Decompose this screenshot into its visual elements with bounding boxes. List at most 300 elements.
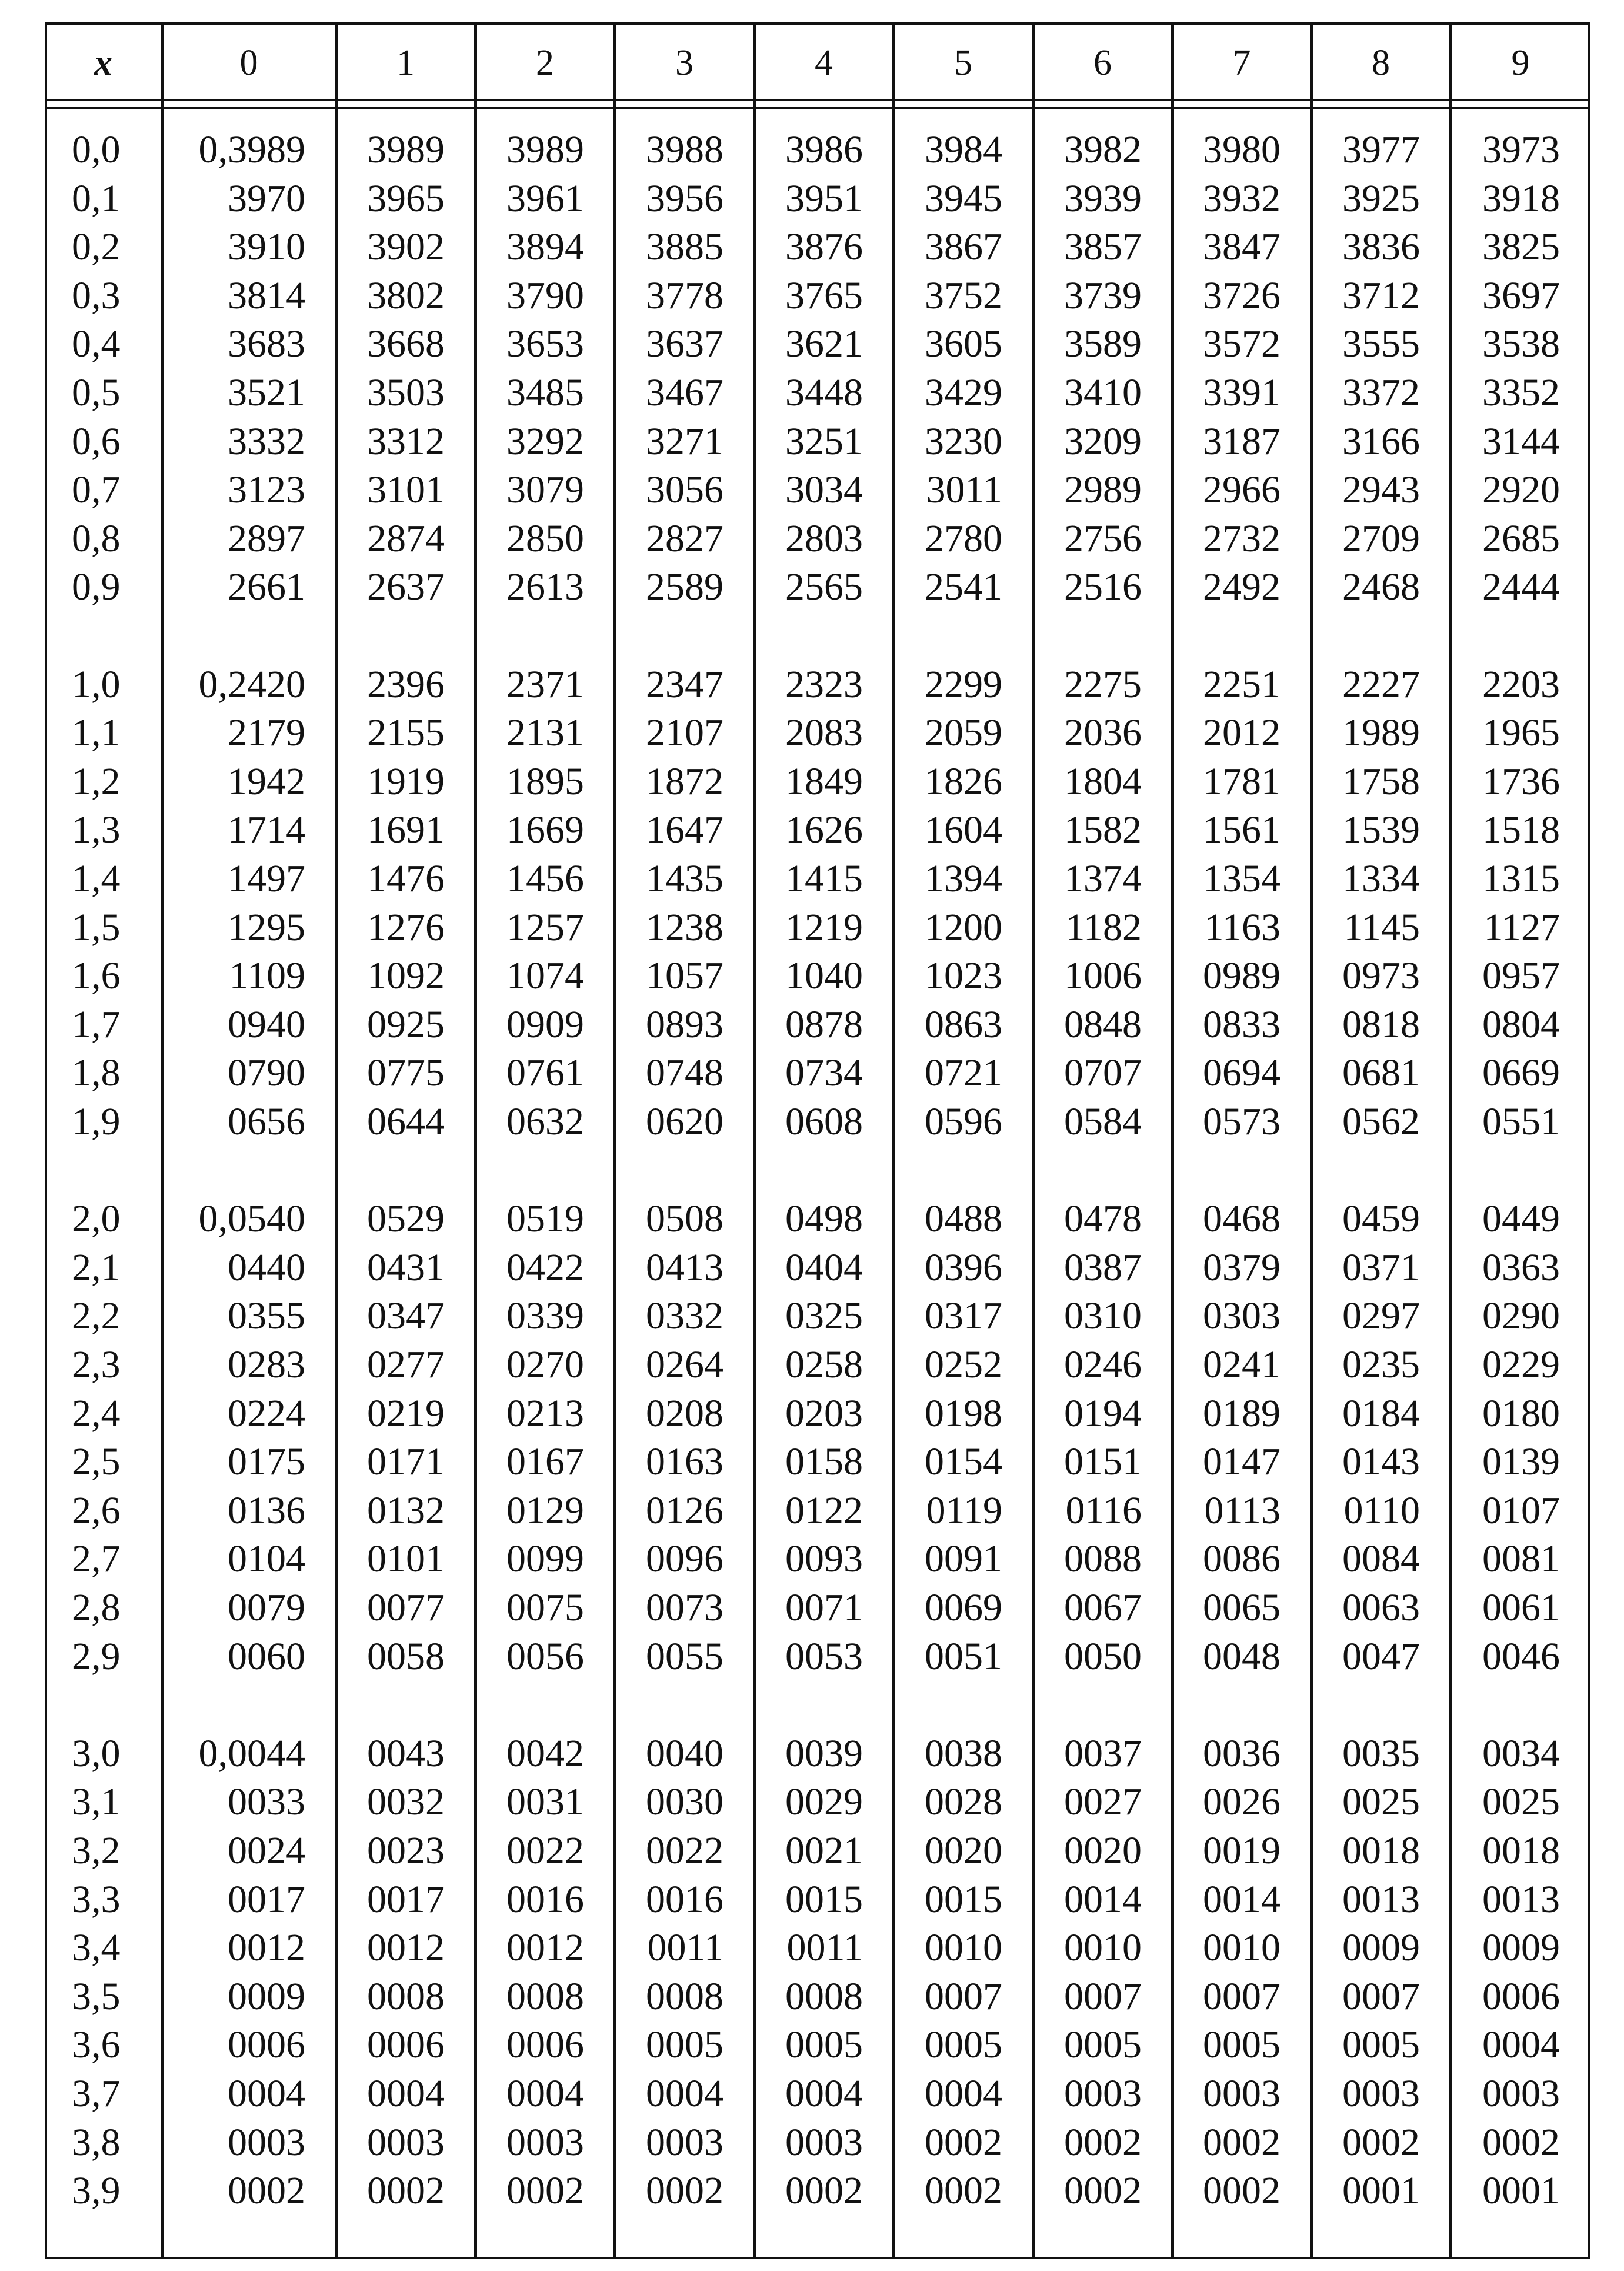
- density-value: 0063: [1342, 1586, 1420, 1629]
- density-value: 0025: [1482, 1780, 1560, 1824]
- density-value: 3697: [1482, 274, 1560, 317]
- density-value: 1989: [1342, 711, 1420, 755]
- density-value: 0379: [1203, 1246, 1280, 1289]
- density-value: 1023: [925, 954, 1002, 998]
- density-value: 0158: [785, 1440, 863, 1484]
- row-x-value: 3,4: [72, 1926, 121, 1970]
- row-x-value: 3,1: [72, 1780, 121, 1824]
- density-value: 0025: [1342, 1780, 1420, 1824]
- density-value: 3902: [367, 225, 445, 269]
- density-value: 0387: [1064, 1246, 1142, 1289]
- density-value: 0071: [785, 1586, 863, 1629]
- density-value: 0126: [646, 1489, 723, 1532]
- density-value: 0508: [646, 1197, 723, 1241]
- density-value: 2036: [1064, 711, 1142, 755]
- density-value: 0973: [1342, 954, 1420, 998]
- density-value: 2637: [367, 565, 445, 609]
- density-value: 0132: [367, 1489, 445, 1532]
- density-value: 0002: [925, 2169, 1002, 2213]
- density-value: 2444: [1482, 565, 1560, 609]
- density-value: 1736: [1482, 760, 1560, 803]
- density-value: 3752: [925, 274, 1002, 317]
- density-value: 0355: [228, 1294, 305, 1338]
- density-value: 0086: [1203, 1537, 1280, 1581]
- density-value: 3778: [646, 274, 723, 317]
- table-row: [0, 2021, 1624, 2069]
- density-value: 0075: [506, 1586, 584, 1629]
- density-value: 0002: [925, 2120, 1002, 2164]
- density-value: 0023: [367, 1829, 445, 1872]
- density-value: 3857: [1064, 225, 1142, 269]
- density-value: 0012: [228, 1926, 305, 1970]
- row-x-value: 1,8: [72, 1051, 121, 1095]
- density-value: 2516: [1064, 565, 1142, 609]
- density-value: 3977: [1342, 128, 1420, 171]
- density-value: 0863: [925, 1003, 1002, 1046]
- density-value: 0004: [925, 2072, 1002, 2115]
- density-value: 2299: [925, 662, 1002, 706]
- density-value: 1276: [367, 905, 445, 949]
- density-value: 0213: [506, 1391, 584, 1435]
- density-value: 0011: [647, 1926, 723, 1970]
- density-value: 1561: [1203, 808, 1280, 852]
- density-value: 0029: [785, 1780, 863, 1824]
- density-value: 0004: [646, 2072, 723, 2115]
- density-value: 3932: [1203, 177, 1280, 220]
- row-x-value: 2,2: [72, 1294, 121, 1338]
- density-value: 0014: [1064, 1877, 1142, 1921]
- density-value: 0017: [228, 1877, 305, 1921]
- table-row: [0, 515, 1624, 563]
- density-value: 3572: [1203, 322, 1280, 366]
- header-divider-bottom: [45, 107, 1590, 109]
- density-value: 0488: [925, 1197, 1002, 1241]
- density-value: 0371: [1342, 1246, 1420, 1289]
- table-row: [0, 2167, 1624, 2215]
- density-value: 0002: [506, 2169, 584, 2213]
- density-value: 0038: [925, 1731, 1002, 1775]
- density-value: 3986: [785, 128, 863, 171]
- density-value: 3271: [646, 419, 723, 463]
- table-row: [0, 320, 1624, 368]
- density-value: 0015: [925, 1877, 1002, 1921]
- density-value: 0013: [1342, 1877, 1420, 1921]
- density-value: 0167: [506, 1440, 584, 1484]
- density-value: 3988: [646, 128, 723, 171]
- density-value: 0122: [785, 1489, 863, 1532]
- density-value: 1257: [506, 905, 584, 949]
- density-value: 0139: [1482, 1440, 1560, 1484]
- header-cell-x: x: [94, 43, 112, 83]
- density-value: 3970: [228, 177, 305, 220]
- density-value: 3984: [925, 128, 1002, 171]
- density-value: 0005: [785, 2023, 863, 2067]
- row-x-value: 1,5: [72, 905, 121, 949]
- row-x-value: 1,9: [72, 1100, 121, 1143]
- density-value: 3910: [228, 225, 305, 269]
- row-x-value: 0,1: [72, 177, 121, 220]
- density-value: 0024: [228, 1829, 305, 1872]
- row-x-value: 0,4: [72, 322, 121, 366]
- density-value: 0011: [786, 1926, 863, 1970]
- density-value: 3144: [1482, 419, 1560, 463]
- density-value: 0028: [925, 1780, 1002, 1824]
- density-value: 0022: [506, 1829, 584, 1872]
- density-value: 3814: [228, 274, 305, 317]
- density-value: 3668: [367, 322, 445, 366]
- density-value: 3961: [506, 177, 584, 220]
- density-value: 0005: [1064, 2023, 1142, 2067]
- density-value: 3621: [785, 322, 863, 366]
- density-value: 0009: [228, 1974, 305, 2018]
- row-x-value: 1,2: [72, 760, 121, 803]
- density-value: 3885: [646, 225, 723, 269]
- density-value: 3965: [367, 177, 445, 220]
- density-value: 0021: [785, 1829, 863, 1872]
- density-value: 0363: [1482, 1246, 1560, 1289]
- density-value: 1626: [785, 808, 863, 852]
- density-value: 0019: [1203, 1829, 1280, 1872]
- row-x-value: 3,8: [72, 2120, 121, 2164]
- density-value: 0008: [646, 1974, 723, 2018]
- density-value: 0775: [367, 1051, 445, 1095]
- table-row: [0, 223, 1624, 271]
- density-value: 3467: [646, 371, 723, 414]
- density-value: 1965: [1482, 711, 1560, 755]
- row-x-value: 0,0: [72, 128, 121, 171]
- density-value: 3503: [367, 371, 445, 414]
- density-value: 0005: [925, 2023, 1002, 2067]
- density-value: 0093: [785, 1537, 863, 1581]
- table-row: [0, 1778, 1624, 1826]
- density-value: 0096: [646, 1537, 723, 1581]
- density-value: 0005: [1342, 2023, 1420, 2067]
- density-value: 3790: [506, 274, 584, 317]
- density-value: 0003: [1064, 2072, 1142, 2115]
- density-value: 0020: [1064, 1829, 1142, 1872]
- row-x-value: 3,0: [72, 1731, 121, 1775]
- table-row: [0, 369, 1624, 417]
- density-value: 0203: [785, 1391, 863, 1435]
- row-x-value: 0,6: [72, 419, 121, 463]
- density-value: 0016: [506, 1877, 584, 1921]
- density-value: 0002: [1342, 2120, 1420, 2164]
- row-x-value: 1,1: [72, 711, 121, 755]
- density-value: 0584: [1064, 1100, 1142, 1143]
- density-value: 1539: [1342, 808, 1420, 852]
- density-value: 0175: [228, 1440, 305, 1484]
- density-value: 3939: [1064, 177, 1142, 220]
- density-value: 0339: [506, 1294, 584, 1338]
- density-value: 0413: [646, 1246, 723, 1289]
- density-value: 3448: [785, 371, 863, 414]
- density-value: 0002: [367, 2169, 445, 2213]
- row-x-value: 2,3: [72, 1343, 121, 1386]
- density-value: 0033: [228, 1780, 305, 1824]
- row-x-value: 0,2: [72, 225, 121, 269]
- density-value: 0940: [228, 1003, 305, 1046]
- density-value: 0003: [646, 2120, 723, 2164]
- density-value: 3372: [1342, 371, 1420, 414]
- density-value: 0325: [785, 1294, 863, 1338]
- table-row: [0, 2119, 1624, 2167]
- density-value: 0498: [785, 1197, 863, 1241]
- density-value: 0035: [1342, 1731, 1420, 1775]
- row-x-value: 1,6: [72, 954, 121, 998]
- table-row: [0, 1924, 1624, 1972]
- density-value: 3123: [228, 468, 305, 512]
- density-value: 2227: [1342, 662, 1420, 706]
- density-value: 3989: [506, 128, 584, 171]
- density-value: 0264: [646, 1343, 723, 1386]
- density-value: 0656: [228, 1100, 305, 1143]
- density-value: 3011: [926, 468, 1002, 512]
- density-value: 3429: [925, 371, 1002, 414]
- density-value: 3825: [1482, 225, 1560, 269]
- table-row: [0, 1633, 1624, 1681]
- density-value: 0707: [1064, 1051, 1142, 1095]
- density-value: 1354: [1203, 857, 1280, 900]
- density-value: 1040: [785, 954, 863, 998]
- table-row: [0, 126, 1624, 174]
- density-value: 0051: [925, 1634, 1002, 1678]
- density-value: 0009: [1342, 1926, 1420, 1970]
- density-value: 0004: [367, 2072, 445, 2115]
- density-value: 0042: [506, 1731, 584, 1775]
- density-value: 0761: [506, 1051, 584, 1095]
- density-value: 0790: [228, 1051, 305, 1095]
- density-value: 0002: [1203, 2169, 1280, 2213]
- density-value: 2347: [646, 662, 723, 706]
- density-value: 2589: [646, 565, 723, 609]
- density-value: 0008: [506, 1974, 584, 2018]
- density-value: 0632: [506, 1100, 584, 1143]
- density-value: 0003: [506, 2120, 584, 2164]
- density-value: 2565: [785, 565, 863, 609]
- header-cell-0: 0: [239, 43, 258, 83]
- density-value: 0332: [646, 1294, 723, 1338]
- density-value: 3555: [1342, 322, 1420, 366]
- density-value: 3973: [1482, 128, 1560, 171]
- density-value: 0,2420: [198, 662, 305, 706]
- density-value: 0003: [1342, 2072, 1420, 2115]
- density-value: 2989: [1064, 468, 1142, 512]
- density-value: 0012: [367, 1926, 445, 1970]
- density-value: 1374: [1064, 857, 1142, 900]
- density-value: 1669: [506, 808, 584, 852]
- header-cell-4: 4: [815, 43, 833, 83]
- density-value: 2756: [1064, 517, 1142, 560]
- density-value: 1219: [785, 905, 863, 949]
- density-value: 0091: [925, 1537, 1002, 1581]
- density-value: 0669: [1482, 1051, 1560, 1095]
- density-value: 0241: [1203, 1343, 1280, 1386]
- density-value: 0277: [367, 1343, 445, 1386]
- density-value: 0596: [925, 1100, 1002, 1143]
- table-row: [0, 855, 1624, 903]
- density-value: 3836: [1342, 225, 1420, 269]
- density-value: 3391: [1203, 371, 1280, 414]
- table-row: [0, 1876, 1624, 1924]
- table-header-row: [0, 31, 1624, 95]
- table-row: [0, 175, 1624, 223]
- density-value: 0018: [1482, 1829, 1560, 1872]
- density-value: 0016: [646, 1877, 723, 1921]
- table-row: [0, 806, 1624, 854]
- density-value: 0039: [785, 1731, 863, 1775]
- row-x-value: 2,8: [72, 1586, 121, 1629]
- density-value: 0006: [506, 2023, 584, 2067]
- density-value: 0005: [1203, 2023, 1280, 2067]
- density-value: 0012: [506, 1926, 584, 1970]
- density-value: 3945: [925, 177, 1002, 220]
- density-value: 0422: [506, 1246, 584, 1289]
- header-cell-5: 5: [954, 43, 972, 83]
- table-row: [0, 1292, 1624, 1340]
- row-x-value: 2,0: [72, 1197, 121, 1241]
- density-value: 0110: [1343, 1489, 1420, 1532]
- density-value: 3485: [506, 371, 584, 414]
- table-row: [0, 1535, 1624, 1583]
- density-value: 1518: [1482, 808, 1560, 852]
- density-value: 0022: [646, 1829, 723, 1872]
- table-row: [0, 418, 1624, 466]
- density-value: 1691: [367, 808, 445, 852]
- density-value: 2874: [367, 517, 445, 560]
- row-x-value: 3,5: [72, 1974, 121, 2018]
- density-value: 0047: [1342, 1634, 1420, 1678]
- density-value: 3867: [925, 225, 1002, 269]
- density-value: 3739: [1064, 274, 1142, 317]
- density-value: 0198: [925, 1391, 1002, 1435]
- density-value: 0004: [228, 2072, 305, 2115]
- density-value: 1758: [1342, 760, 1420, 803]
- density-value: 0833: [1203, 1003, 1280, 1046]
- density-value: 0252: [925, 1343, 1002, 1386]
- density-value: 0562: [1342, 1100, 1420, 1143]
- density-value: 0088: [1064, 1537, 1142, 1581]
- density-value: 0644: [367, 1100, 445, 1143]
- density-value: 1435: [646, 857, 723, 900]
- density-value: 3956: [646, 177, 723, 220]
- density-value: 3989: [367, 128, 445, 171]
- density-value: 0081: [1482, 1537, 1560, 1581]
- density-value: 1895: [506, 760, 584, 803]
- density-value: 0431: [367, 1246, 445, 1289]
- density-value: 0003: [785, 2120, 863, 2164]
- density-value: 2827: [646, 517, 723, 560]
- row-x-value: 2,6: [72, 1489, 121, 1532]
- density-value: 0694: [1203, 1051, 1280, 1095]
- density-value: 0003: [1203, 2072, 1280, 2115]
- density-value: 0069: [925, 1586, 1002, 1629]
- density-value: 1200: [925, 905, 1002, 949]
- density-value: 0061: [1482, 1586, 1560, 1629]
- density-value: 2107: [646, 711, 723, 755]
- table-row: [0, 1584, 1624, 1632]
- table-row: [0, 1827, 1624, 1875]
- density-value: 1456: [506, 857, 584, 900]
- density-value: 1092: [367, 954, 445, 998]
- density-value: 0229: [1482, 1343, 1560, 1386]
- header-divider-top: [45, 99, 1590, 101]
- density-value: 2492: [1203, 565, 1280, 609]
- header-cell-1: 1: [396, 43, 415, 83]
- table-row: [0, 2070, 1624, 2118]
- density-value: 0721: [925, 1051, 1002, 1095]
- density-value: 0551: [1482, 1100, 1560, 1143]
- table-row: [0, 1438, 1624, 1486]
- density-value: 3101: [367, 468, 445, 512]
- density-value: 2920: [1482, 468, 1560, 512]
- density-value: 3605: [925, 322, 1002, 366]
- density-value: 1497: [228, 857, 305, 900]
- density-value: 0297: [1342, 1294, 1420, 1338]
- density-value: 0620: [646, 1100, 723, 1143]
- density-value: 3876: [785, 225, 863, 269]
- density-value: 1849: [785, 760, 863, 803]
- density-value: 0129: [506, 1489, 584, 1532]
- table-row: [0, 1098, 1624, 1146]
- density-value: 0060: [228, 1634, 305, 1678]
- density-value: 0099: [506, 1537, 584, 1581]
- density-value: 1647: [646, 808, 723, 852]
- density-value: 3251: [785, 419, 863, 463]
- density-value: 1006: [1064, 954, 1142, 998]
- density-value: 3653: [506, 322, 584, 366]
- density-value: 0848: [1064, 1003, 1142, 1046]
- density-value: 1295: [228, 905, 305, 949]
- density-value: 0208: [646, 1391, 723, 1435]
- density-value: 0107: [1482, 1489, 1560, 1532]
- density-value: 0113: [1204, 1489, 1280, 1532]
- density-value: 1476: [367, 857, 445, 900]
- density-value: 0440: [228, 1246, 305, 1289]
- density-value: 0008: [785, 1974, 863, 2018]
- density-value: 2661: [228, 565, 305, 609]
- density-value: 0046: [1482, 1634, 1560, 1678]
- density-value: 1057: [646, 954, 723, 998]
- density-value: 0909: [506, 1003, 584, 1046]
- density-value: 0004: [506, 2072, 584, 2115]
- density-value: 3230: [925, 419, 1002, 463]
- density-value: 0002: [1064, 2120, 1142, 2164]
- density-value: 0154: [925, 1440, 1002, 1484]
- density-value: 0010: [1203, 1926, 1280, 1970]
- density-value: 2155: [367, 711, 445, 755]
- density-value: 0404: [785, 1246, 863, 1289]
- density-value: 0007: [1342, 1974, 1420, 2018]
- density-value: 0180: [1482, 1391, 1560, 1435]
- density-value: 2803: [785, 517, 863, 560]
- density-value: 0459: [1342, 1197, 1420, 1241]
- density-value: 0194: [1064, 1391, 1142, 1435]
- table-row: [0, 272, 1624, 320]
- density-value: 2275: [1064, 662, 1142, 706]
- density-value: 0026: [1203, 1780, 1280, 1824]
- density-value: 0065: [1203, 1586, 1280, 1629]
- density-value: 0073: [646, 1586, 723, 1629]
- density-value: 0031: [506, 1780, 584, 1824]
- table-row: [0, 1001, 1624, 1049]
- density-value: 2780: [925, 517, 1002, 560]
- density-value: 0136: [228, 1489, 305, 1532]
- density-value: 2203: [1482, 662, 1560, 706]
- table-row: [0, 709, 1624, 757]
- density-value: 0957: [1482, 954, 1560, 998]
- row-x-value: 3,6: [72, 2023, 121, 2067]
- density-value: 3726: [1203, 274, 1280, 317]
